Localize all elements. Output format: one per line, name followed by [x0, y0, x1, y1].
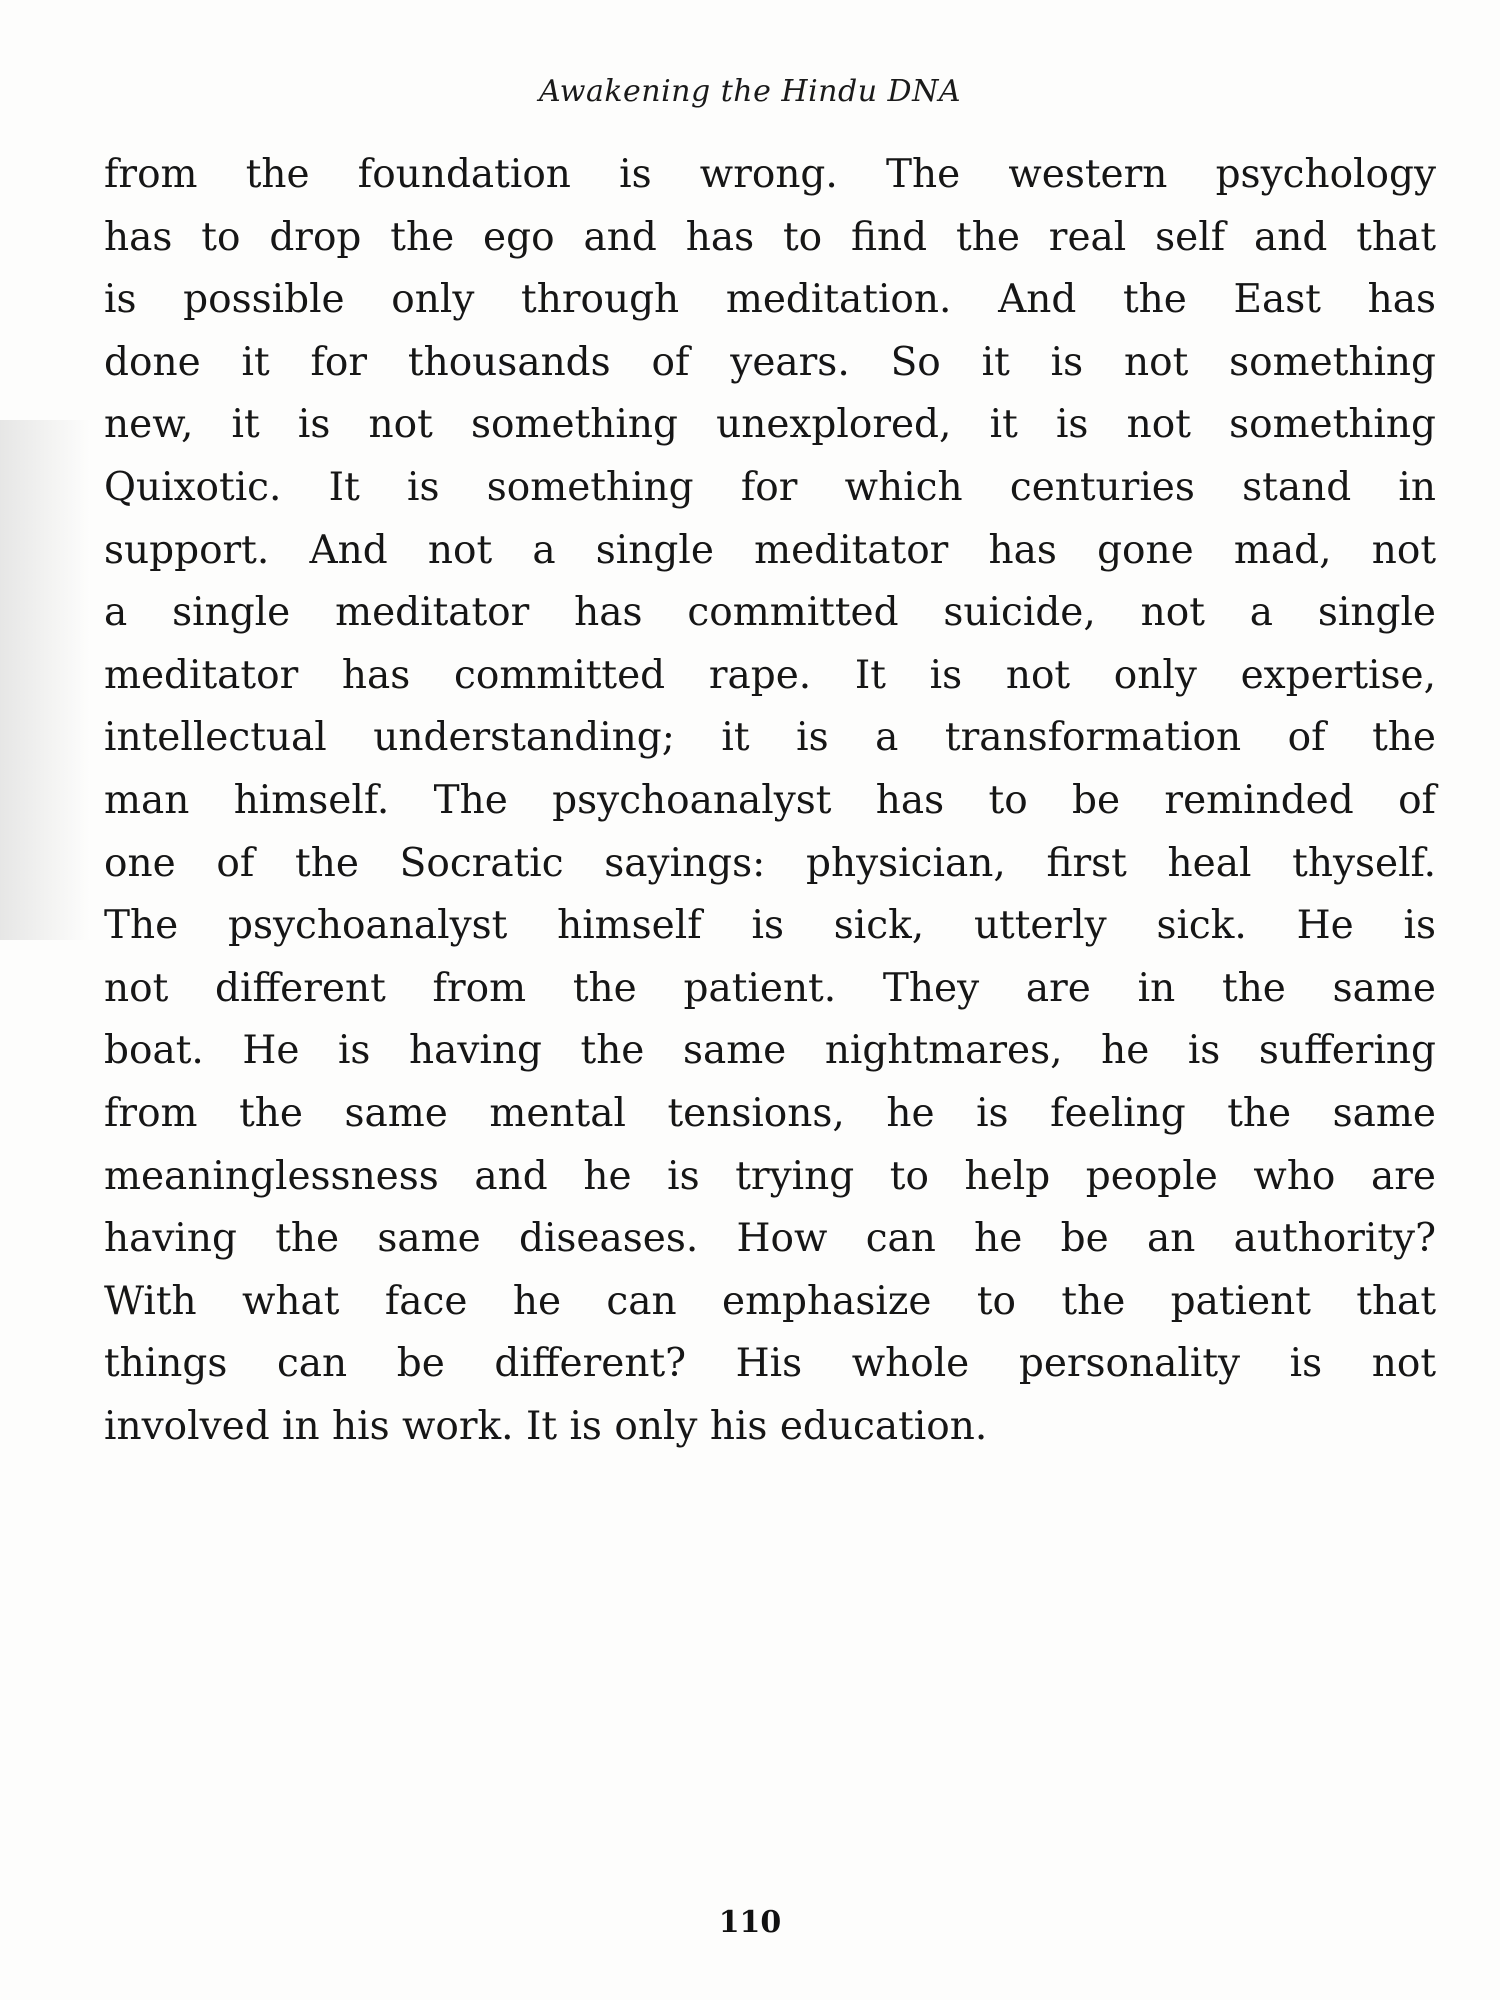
text-line: Quixotic. It is something for which centuries stand in: [104, 464, 1436, 510]
text-line: done it for thousands of years. So it is not something: [104, 339, 1436, 385]
text-line: With what face he can emphasize to the patient that: [104, 1278, 1436, 1324]
text-line: intellectual understanding; it is a transformation of the: [104, 715, 1436, 761]
text-line: has to drop the ego and has to find the real self and that: [104, 214, 1436, 260]
text-line: The psychoanalyst himself is sick, utterly sick. He is: [104, 903, 1436, 949]
text-line: man himself. The psychoanalyst has to be reminded of: [104, 777, 1436, 823]
body-paragraph: [104, 144, 1436, 1458]
text-line: from the foundation is wrong. The western psychology: [104, 152, 1436, 197]
text-line: new, it is not something unexplored, it is not something: [104, 402, 1436, 448]
running-header-title: Awakening the Hindu DNA: [538, 74, 962, 109]
text-line: support. And not a single meditator has gone mad, not: [104, 527, 1436, 573]
text-line: meditator has committed rape. It is not only expertise,: [104, 652, 1436, 698]
text-line: involved in his work. It is only his education.: [104, 1403, 988, 1449]
text-line: having the same diseases. How can he be an authority?: [104, 1216, 1436, 1262]
text-line: is possible only through meditation. And the East has: [104, 277, 1436, 323]
text-line: from the same mental tensions, he is feeling the same: [104, 1090, 1436, 1136]
text-line: one of the Socratic sayings: physician, first heal thyself.: [104, 840, 1436, 886]
text-line: things can be different? His whole personality is not: [104, 1341, 1436, 1387]
text-line: a single meditator has committed suicide, not a single: [104, 590, 1436, 636]
page-number: 110: [718, 1905, 782, 1940]
text-line: not different from the patient. They are in the same: [104, 965, 1436, 1011]
scan-shadow: [0, 420, 90, 940]
text-line: meaninglessness and he is trying to help people who are: [104, 1153, 1436, 1199]
text-line: boat. He is having the same nightmares, he is suffering: [104, 1028, 1436, 1074]
